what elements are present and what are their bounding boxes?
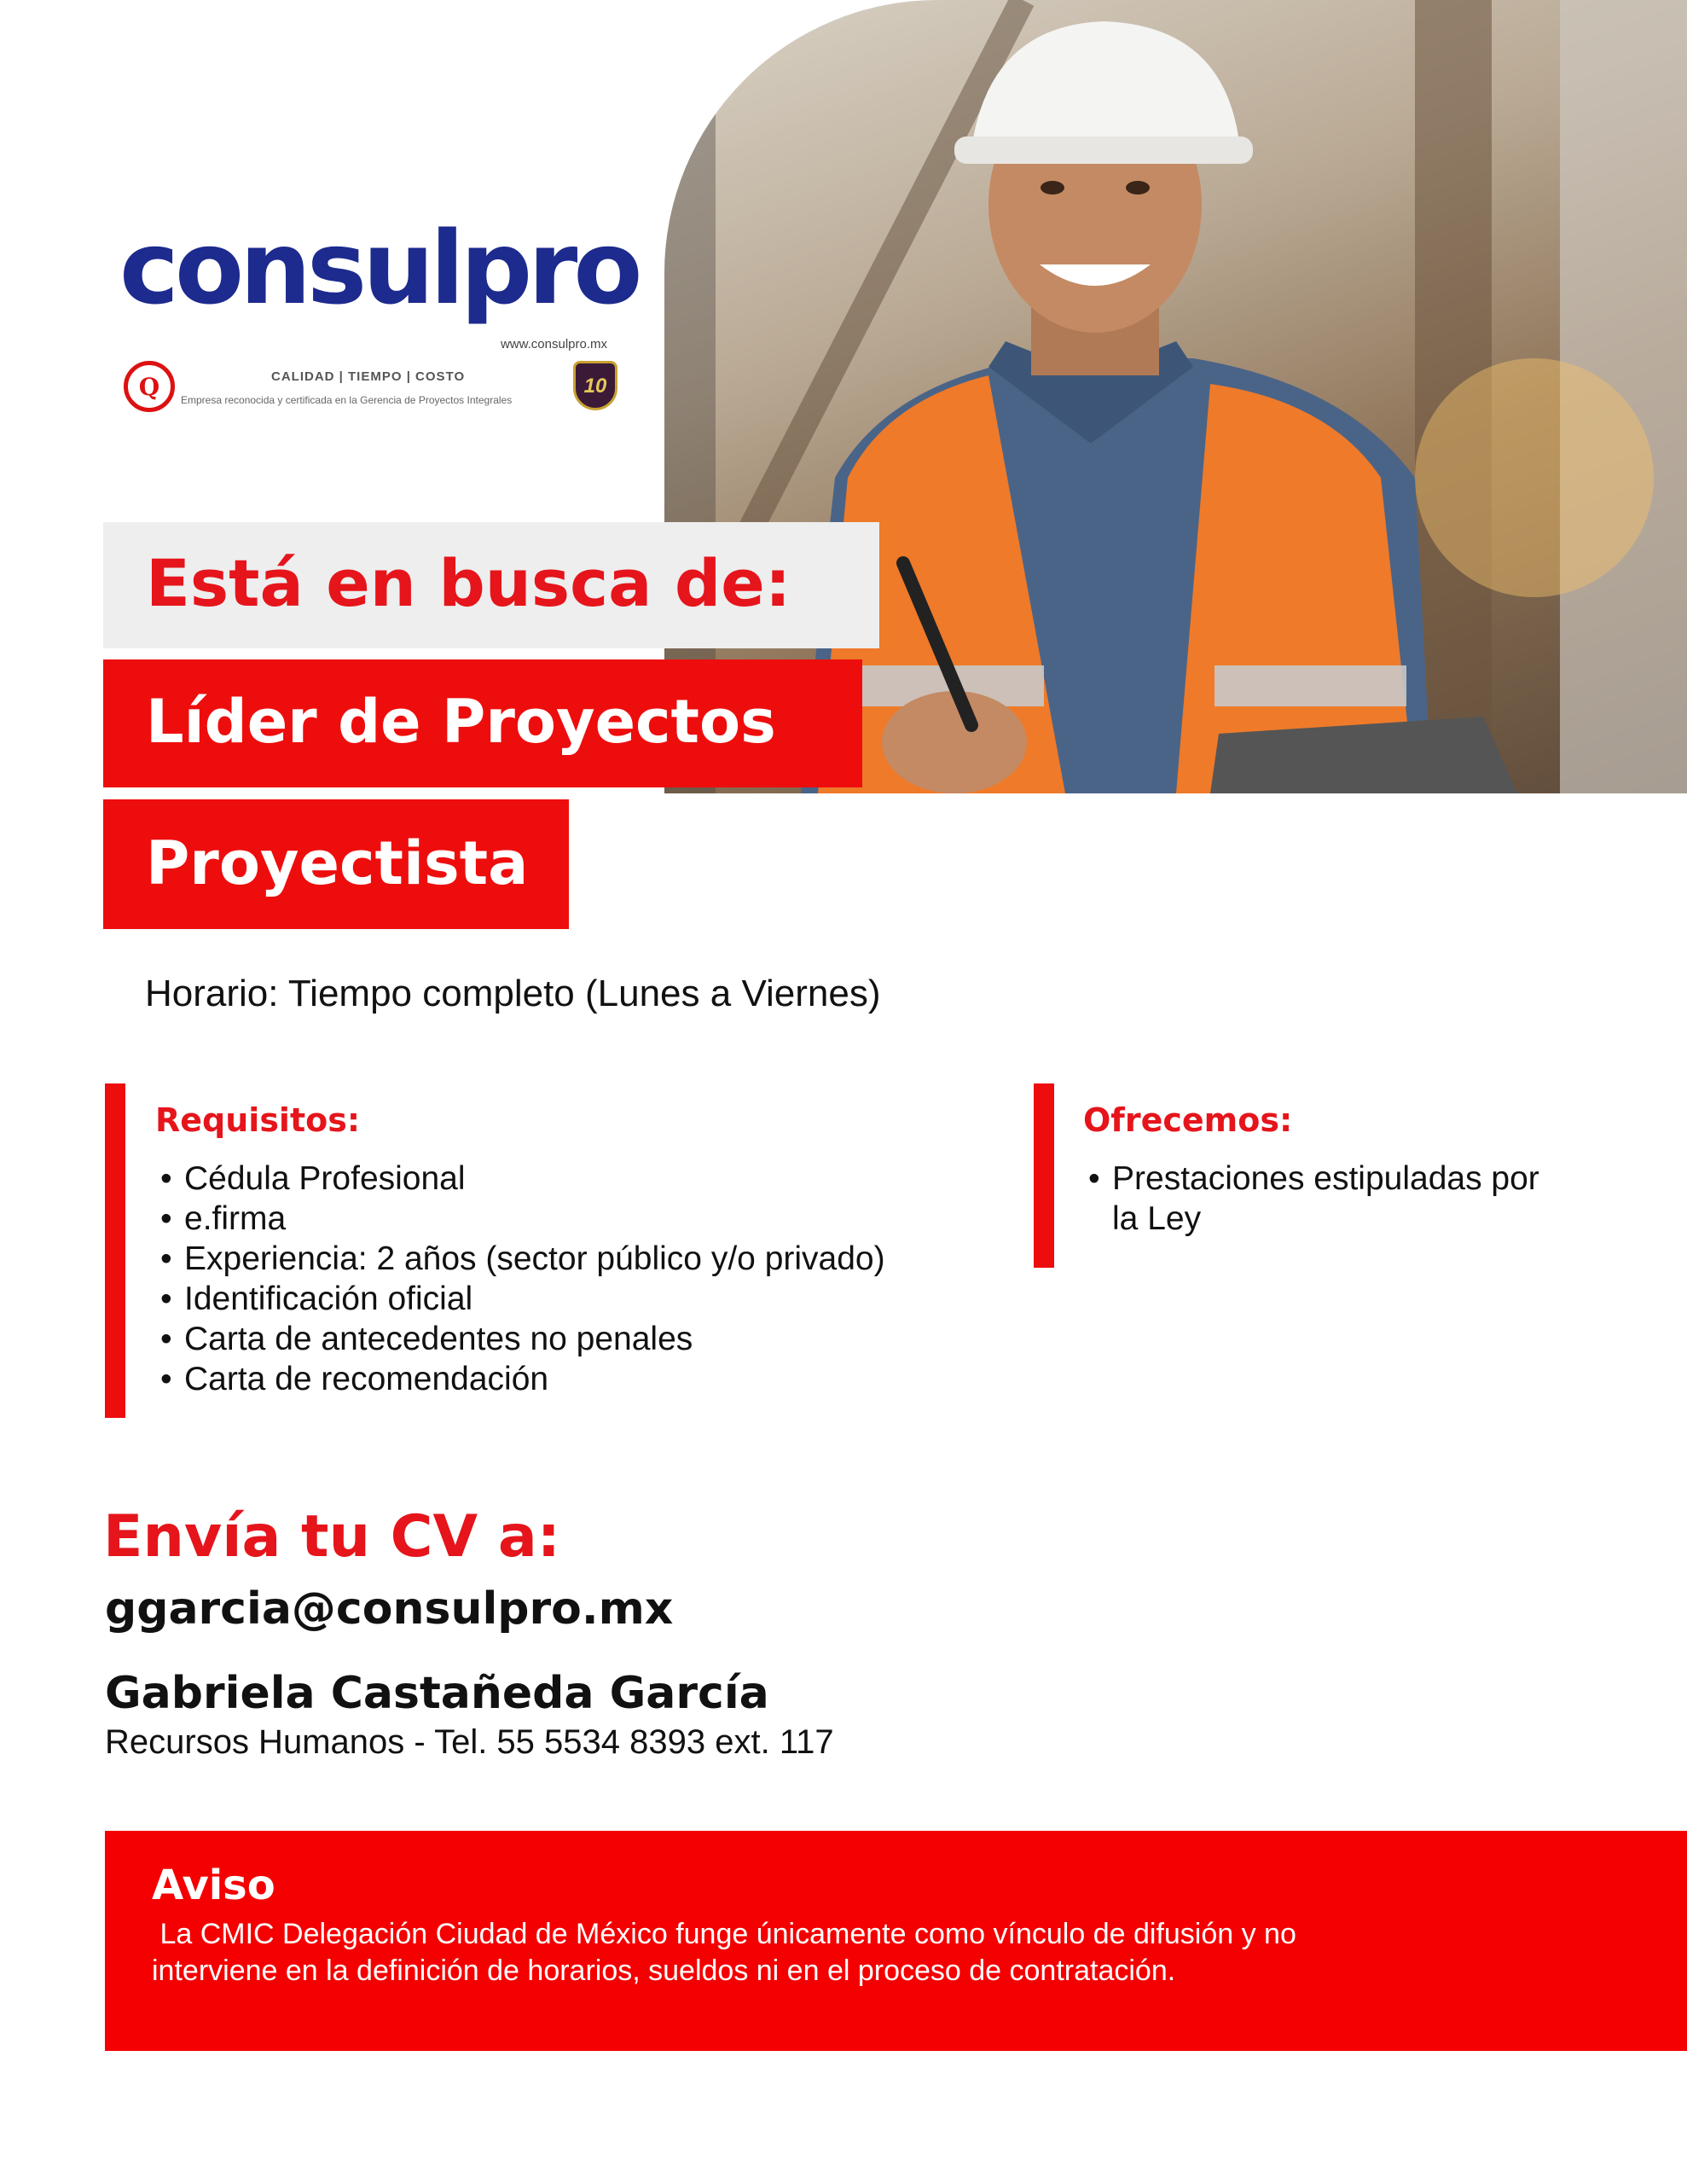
position-label-lider: Líder de Proyectos xyxy=(103,659,862,787)
company-logo xyxy=(119,209,639,422)
position-label-proyectista: Proyectista xyxy=(103,799,569,929)
list-item: • e.firma xyxy=(157,1199,1010,1239)
heading-label: Está en busca de: xyxy=(103,522,879,648)
notice-box xyxy=(105,1831,1687,2051)
list-item: • Carta de antecedentes no penales xyxy=(157,1319,1010,1359)
requirements-title: Requisitos: xyxy=(155,1101,361,1139)
logo-subtitle: Empresa reconocida y certificada en la Gerencia de Proyectos Integrales xyxy=(181,394,513,406)
offers-list xyxy=(1085,1159,1562,1239)
requirements-accent-bar xyxy=(105,1083,125,1418)
list-item: • Cédula Profesional xyxy=(157,1159,1010,1199)
logo-wordmark: consulpro xyxy=(119,209,639,327)
offers-title: Ofrecemos: xyxy=(1083,1101,1293,1139)
cv-call-to-action: Envía tu CV a: xyxy=(103,1503,560,1571)
contact-role-phone: Recursos Humanos - Tel. 55 5534 8393 ext. 117 xyxy=(105,1723,834,1761)
quality-seal-icon: Q xyxy=(124,361,175,412)
notice-title: Aviso xyxy=(152,1862,275,1909)
requirements-list xyxy=(157,1159,1010,1399)
list-item: • Identificación oficial xyxy=(157,1279,1010,1319)
logo-tagline: CALIDAD | TIEMPO | COSTO xyxy=(271,369,466,384)
offers-accent-bar xyxy=(1034,1083,1054,1268)
list-item: • Prestaciones estipuladas por la Ley xyxy=(1085,1159,1562,1239)
contact-name: Gabriela Castañeda García xyxy=(105,1668,769,1719)
list-item: • Carta de recomendación xyxy=(157,1359,1010,1399)
list-item: • Experiencia: 2 años (sector público y/o privado) xyxy=(157,1239,1010,1279)
contact-email[interactable]: ggarcia@consulpro.mx xyxy=(105,1583,674,1635)
logo-url: www.consulpro.mx xyxy=(500,337,607,351)
schedule-text: Horario: Tiempo completo (Lunes a Viernes) xyxy=(145,973,881,1014)
anniversary-badge-icon: 10 xyxy=(573,361,617,410)
notice-text: La CMIC Delegación Ciudad de México funge únicamente como vínculo de difusión y no interviene en la definición de horarios, sueldos ni en el proceso de contratación. xyxy=(152,1918,1305,1987)
